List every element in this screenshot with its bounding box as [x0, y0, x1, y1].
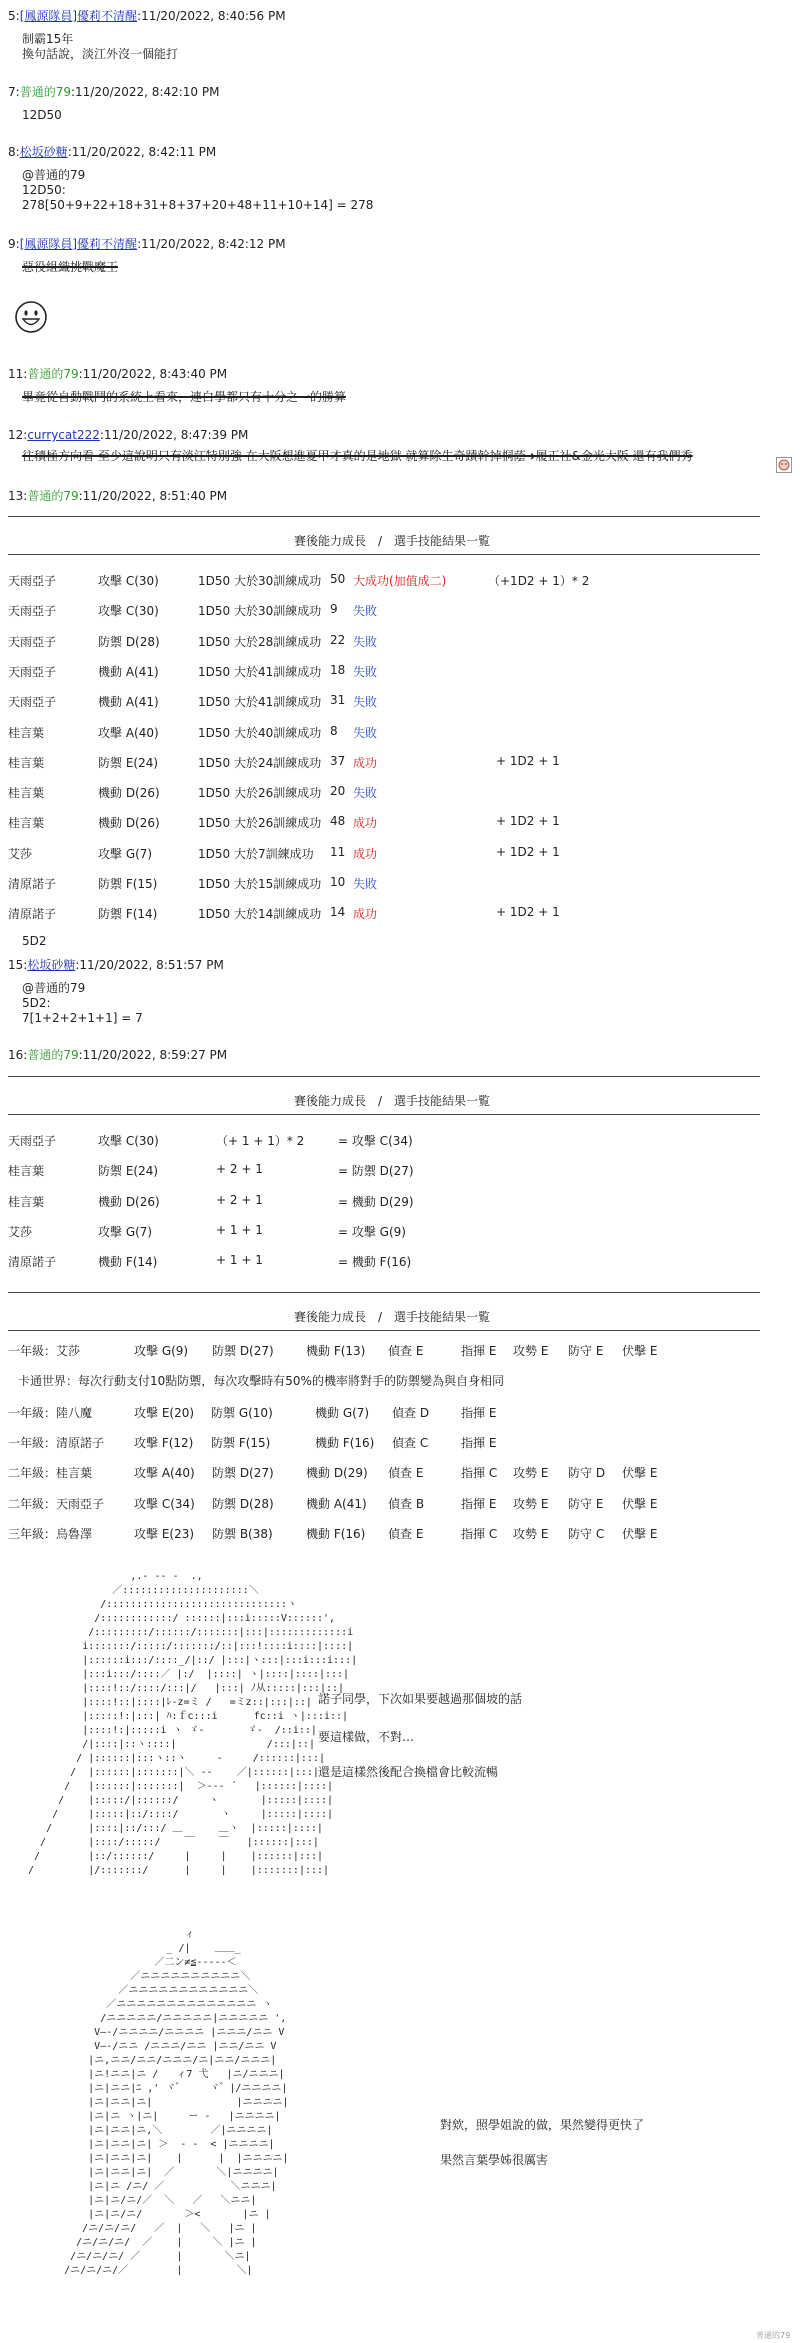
post-11: 11:普通的79:11/20/2022, 8:43:40 PM 畢竟從自動戰鬥的系統上看來，連白學都只有十分之一的勝算: [8, 366, 793, 405]
post-body: 12D50: [22, 108, 62, 122]
table-title: 賽後能力成長 / 選手技能結果一覧: [293, 1094, 491, 1108]
corner-label: 普通的79: [756, 2331, 791, 2340]
table-cell-guard: 防守 E: [568, 1344, 604, 1358]
table-cell-command: 指揮 E: [461, 1436, 497, 1450]
ascii-art-character-1: ,.- ‐‐ - ., ／:::::::::::::::::::::＼ /::::::::::::::::::::::::::::::ヽ /::::::::::::/ ::::::|:::i:::::V::::::', /:::::::::/::::::/:::::::|:::|:::::::::::::i i:::::::/:::::/:::::::/::|:::!::::i::::|::::| |::::::i:::/::::_/|::/ |:::|ヽ:::|:::i:::i:::| |:::i:::/::::／ |:/ |::::| ヽ|::::|::::|:::| |::::!::/::::/:::|/ |:::| ﾉ从:::::|:::|::| |::::!::|::::|ﾚ‐z=ミ / =ミz::|:::|::| |:::::!:|:::| ﾊ:ｆc:::i fc::i ヽ|:::i::| |::::!:|:::::i ヽ ゞ- ゞ- /::i::| /|::::|::ヽ::::| /:::|::| / |::::::|:::ヽ::ヽ ‐ /::::::|:::| / |::::::|:::::::|＼ ‐‐ ／|::::::|:::| / |::::::|:::::::| ＞--‐ ´ |::::::|::::| / |:::::/|::::::/ ヽ |:::::|::::| / |:::::|::/::::/ ヽ |:::::|::::| / |::::|::/:::/ ＿ ＿ヽ |:::::|::::| / |::::/:::::/ ￣ ￣ |::::::|:::| / |::/::::::/ | | |::::::|:::| / |/:::::::/ | | |:::::::|:::|: [28, 1571, 358, 1876]
post-13: 13:普通的79:11/20/2022, 8:51:40 PM: [8, 489, 228, 503]
table-cell-player: 二年級：桂言葉: [8, 1466, 93, 1480]
table-cell-defense: 防禦 F(15): [211, 1436, 271, 1450]
poster-name[interactable]: 松坂砂糖: [27, 958, 76, 972]
table-cell-stat: 防禦 F(15): [98, 877, 158, 891]
table-cell-command: 指揮 C: [461, 1466, 498, 1480]
post-16: 16:普通的79:11/20/2022, 8:59:27 PM: [8, 1048, 228, 1062]
table-cell-rule: 1D50 大於41訓練成功: [198, 664, 322, 679]
post-body: 畢竟從自動戰鬥的系統上看來，連白學都只有十分之一的勝算: [22, 390, 347, 404]
table-cell-attack: 攻擊 G(9): [134, 1344, 189, 1358]
dialog-line: 諾子同學，下次如果要越過那個坡的話: [318, 1692, 523, 1706]
table-cell-roll: 48: [330, 814, 346, 829]
table-cell-player: 天雨亞子: [8, 634, 57, 649]
table-cell-result: 大成功(加值成二): [353, 574, 447, 588]
table-cell-stat: 攻擊 C(30): [98, 574, 159, 588]
table-cell-stat: 防禦 E(24): [98, 1164, 159, 1179]
table-cell-stat: 機動 A(41): [98, 664, 159, 679]
dialog-line: 還是這樣然後配合換檔會比較流暢: [318, 1765, 499, 1779]
table-cell-result: 失敗: [353, 786, 378, 801]
poster-name[interactable]: 普通的79: [19, 85, 71, 99]
post-5: 5:[鳳源隊員]優莉不清醒:11/20/2022, 8:40:56 PM 制霸15年 換句話說，淡江外沒一個能打: [8, 8, 793, 62]
post-body: 惡役組織挑戰魔王: [22, 260, 119, 274]
table-cell-stat: 防禦 D(28): [98, 634, 160, 649]
table-cell-rule: 1D50 大於30訓練成功: [198, 604, 322, 619]
table-cell-mobility: 機動 G(7): [315, 1406, 370, 1420]
table-cell-guard: 防守 E: [568, 1497, 604, 1511]
table-cell-offense: 攻勢 E: [513, 1527, 549, 1541]
table-cell-command: 指揮 E: [461, 1497, 497, 1511]
table-cell-player: 桂言葉: [8, 816, 45, 831]
post-8: 8:松坂砂糖:11/20/2022, 8:42:11 PM @普通的79 12D50: 278[50+9+22+18+31+8+37+20+48+11+10+14] = 278: [8, 144, 793, 213]
table-cell-ambush: 伏擊 E: [622, 1466, 658, 1480]
table-cell-attack: 攻擊 C(34): [134, 1497, 195, 1511]
table-cell-command: 指揮 E: [461, 1344, 497, 1358]
poster-name[interactable]: 普通的79: [27, 367, 79, 381]
table-cell-rule: 1D50 大於26訓練成功: [198, 786, 322, 801]
table-cell-result: 成功: [353, 816, 378, 831]
table-note: 卡通世界：每次行動支付10點防禦，每次攻擊時有50%的機率將對手的防禦變為與自身相同: [18, 1374, 504, 1388]
post-body: @普通的79 12D50: 278[50+9+22+18+31+8+37+20+48+11+10+14] = 278: [22, 168, 374, 212]
table-cell-player: 一年級：清原諾子: [8, 1436, 105, 1450]
table-cell-new-value: = 機動 F(16): [338, 1255, 412, 1270]
table-cell-player: 桂言葉: [8, 755, 45, 770]
table-cell-scout: 偵查 E: [388, 1527, 424, 1541]
table-cell-stat: 攻擊 G(7): [98, 846, 153, 861]
table-cell-stat: 攻擊 G(7): [98, 1224, 153, 1239]
table-cell-player: 三年級：烏魯澤: [8, 1527, 93, 1541]
table-cell-player: 桂言葉: [8, 725, 45, 740]
table-cell-roll: 31: [330, 693, 346, 708]
table-cell-result: 失敗: [353, 664, 378, 679]
table-cell-mobility: 機動 A(41): [306, 1497, 367, 1511]
table-cell-bonus: + 2 + 1: [216, 1192, 263, 1207]
post-body: @普通的79 5D2: 7[1+2+2+1+1] = 7: [22, 981, 143, 1025]
table-cell-rule: 1D50 大於14訓練成功: [198, 907, 322, 922]
table-cell-result: 失敗: [353, 877, 378, 891]
table-cell-stat: 攻擊 C(30): [98, 1134, 159, 1148]
table-cell-player: 天雨亞子: [8, 664, 57, 679]
table-cell-roll: 10: [330, 875, 346, 889]
table-cell-guard: 防守 C: [568, 1527, 605, 1541]
table-cell-bonus: + 1 + 1: [216, 1222, 263, 1237]
table-cell-roll: 9: [330, 602, 338, 617]
post-7: 7:普通的79:11/20/2022, 8:42:10 PM 12D50: [8, 84, 793, 123]
post-15: 15:松坂砂糖:11/20/2022, 8:51:57 PM @普通的79 5D2: 7[1+2+2+1+1] = 7: [8, 957, 793, 1026]
poster-name[interactable]: [鳳源隊員]優莉不清醒: [19, 9, 138, 23]
table-cell-result: 失敗: [353, 695, 378, 710]
table-cell-rule: 1D50 大於28訓練成功: [198, 634, 322, 649]
table-cell-attack: 攻擊 A(40): [134, 1466, 195, 1480]
table-cell-defense: 防禦 G(10): [211, 1406, 273, 1420]
post-9: 9:[鳳源隊員]優莉不清醒:11/20/2022, 8:42:12 PM 惡役組織挑戰魔王: [8, 236, 793, 275]
table-cell-bonus: （+1D2 + 1）* 2: [488, 574, 590, 588]
table-cell-scout: 偵查 C: [392, 1436, 429, 1450]
table-cell-stat: 機動 F(14): [98, 1255, 158, 1270]
table-cell-result: 成功: [353, 755, 378, 770]
table-cell-scout: 偵查 E: [388, 1344, 424, 1358]
table-cell-player: 艾莎: [8, 846, 33, 861]
table-cell-offense: 攻勢 E: [513, 1466, 549, 1480]
table-cell-result: 成功: [353, 846, 378, 861]
table-cell-rule: 1D50 大於7訓練成功: [198, 846, 314, 861]
table-cell-player: 一年級：艾莎: [8, 1344, 81, 1358]
table-cell-result: 成功: [353, 907, 378, 922]
table-cell-ambush: 伏擊 E: [622, 1527, 658, 1541]
table-cell-player: 清原諾子: [8, 907, 57, 922]
table-cell-rule: 1D50 大於26訓練成功: [198, 816, 322, 831]
table-cell-offense: 攻勢 E: [513, 1497, 549, 1511]
table-cell-bonus: + 1D2 + 1: [496, 844, 560, 859]
table-cell-player: 清原諾子: [8, 877, 57, 891]
table-cell-roll: 20: [330, 784, 346, 799]
table-cell-result: 失敗: [353, 725, 378, 740]
table-cell-mobility: 機動 F(16): [306, 1527, 366, 1541]
table-cell-ambush: 伏擊 E: [622, 1344, 658, 1358]
table-cell-stat: 機動 D(26): [98, 1194, 160, 1209]
table-cell-roll: 8: [330, 723, 338, 738]
table-cell-bonus: + 1D2 + 1: [496, 753, 560, 768]
table-cell-defense: 防禦 B(38): [212, 1527, 273, 1541]
table-cell-player: 天雨亞子: [8, 695, 57, 710]
table-cell-bonus: + 1 + 1: [216, 1253, 263, 1268]
poster-name[interactable]: 普通的79: [27, 489, 79, 503]
table-cell-offense: 攻勢 E: [513, 1344, 549, 1358]
poster-name[interactable]: 普通的79: [27, 1048, 79, 1062]
table-cell-player: 天雨亞子: [8, 1134, 57, 1148]
table-cell-stat: 機動 D(26): [98, 816, 160, 831]
table-cell-mobility: 機動 F(13): [306, 1344, 366, 1358]
table-cell-result: 失敗: [353, 604, 378, 619]
table-cell-roll: 50: [330, 572, 346, 586]
table-cell-command: 指揮 E: [461, 1406, 497, 1420]
player-stats-table: [8, 1290, 768, 1540]
table-cell-bonus: + 2 + 1: [216, 1162, 263, 1177]
table-cell-attack: 攻擊 F(12): [134, 1436, 194, 1450]
table-cell-new-value: = 攻擊 G(9): [338, 1224, 406, 1239]
table-cell-bonus: + 1D2 + 1: [496, 905, 560, 920]
table-cell-player: 二年級：天雨亞子: [8, 1497, 105, 1511]
table-cell-player: 艾莎: [8, 1224, 33, 1239]
table-footer: 5D2: [22, 934, 47, 948]
post-12: 12:currycat222:11/20/2022, 8:47:39 PM 往積極方向看 至少這說明只有淡江特別強 在大阪想進夏甲才真的是地獄 就算除生奇蹟幹掉桐蔭➜履正社&金光大阪 還有我們秀: [8, 427, 793, 464]
table-cell-roll: 14: [330, 905, 346, 920]
table-cell-new-value: = 攻擊 C(34): [338, 1134, 413, 1148]
table-cell-defense: 防禦 D(27): [212, 1344, 274, 1358]
table-cell-bonus: （+ 1 + 1）* 2: [216, 1134, 305, 1148]
table-cell-player: 清原諾子: [8, 1255, 57, 1270]
table-cell-attack: 攻擊 E(23): [134, 1527, 195, 1541]
poster-name[interactable]: currycat222: [27, 428, 100, 442]
table-cell-mobility: 機動 D(29): [306, 1466, 368, 1480]
table-cell-roll: 37: [330, 753, 346, 768]
dialog-line: 對欸，照學姐說的做，果然變得更快了: [440, 2118, 645, 2132]
dialog-line: 果然言葉學姊很厲害: [440, 2153, 549, 2167]
growth-summary-table: [8, 1074, 768, 1274]
table-cell-rule: 1D50 大於24訓練成功: [198, 755, 322, 770]
table-cell-player: 桂言葉: [8, 786, 45, 801]
table-cell-attack: 攻擊 E(20): [134, 1406, 195, 1420]
table-cell-defense: 防禦 D(28): [212, 1497, 274, 1511]
table-cell-new-value: = 機動 D(29): [338, 1194, 414, 1209]
table-cell-player: 一年級：陸八魔: [8, 1406, 93, 1420]
table-cell-player: 桂言葉: [8, 1194, 45, 1209]
table-cell-stat: 攻擊 C(30): [98, 604, 159, 619]
table-cell-player: 天雨亞子: [8, 604, 57, 619]
dialog-line: 要這樣做，不對…: [318, 1730, 415, 1744]
table-cell-defense: 防禦 D(27): [212, 1466, 274, 1480]
table-cell-roll: 11: [330, 844, 346, 859]
table-cell-result: 失敗: [353, 634, 378, 649]
ascii-art-character-2: ィ _ /| ＿＿_ ／二ン≠≦‐‐‐‐‐＜ ／ニニニニニニニニニニ＼ ／ニニニニニニニニニニニニ＼ ／ニニニニニニニニニニニニニニ ヽ /ニニニニニ/ニニニニニ|ニニニニニ ', V―‐/ニニニニ/ニニニニ |ニニニ/ニニ V V―‐/ニニ /ニニニ/ニニ |ニニ/ニニ V |ニ,ニニ/ニニ/ニニニ/ニ|ニニ/ニニニ| |ニ!ニニ|ニ / ィ7 弋 |ニ/ニニニ| |ニ|ニニ|ﾆ ,' ヾ゛ ヾ゛|/ニニニニ| |ニ|ニニ|ニ| |ニニニニ| |ニ|ニ ヽ|ニ| ー ‐ |ニニニニ| |ニ|ニニ|ニ,＼ ／|ニニニニ| |ニ|ニニ|ニ| ＞ ‐ ‐ < |ニニニニ| |ニ|ニニ|ニ| | | |ニニニニ| |ニ|ニニ|ニ| ／ ＼|ニニニニ| |ニ|ニ /ニ/ ／ ＼ニニニ| |ニ|ニ/ニ/／ ＼ ／ ＼ニニ| |ニ|ニ/ニ/ ＞< |ニ | /ニ/ニ/ニ/ ／ | ＼ |ニ | /ニ/ニ/ニ/ ／ | ＼ |ニ | /ニ/ニ/ニ/ ／ | ＼ニ| /ニ/ニ/ニ/／ | ＼|: [64, 1929, 289, 2276]
table-title: 賽後能力成長 / 選手技能結果一覧: [293, 1310, 491, 1324]
smiley-face-icon: [14, 300, 48, 334]
table-cell-stat: 機動 A(41): [98, 695, 159, 710]
table-cell-stat: 防禦 F(14): [98, 907, 158, 922]
table-cell-stat: 攻擊 A(40): [98, 725, 159, 740]
table-cell-player: 天雨亞子: [8, 574, 57, 588]
table-cell-ambush: 伏擊 E: [622, 1497, 658, 1511]
table-cell-guard: 防守 D: [568, 1466, 606, 1480]
table-title: 賽後能力成長 / 選手技能結果一覧: [293, 534, 491, 548]
table-cell-bonus: + 1D2 + 1: [496, 814, 560, 829]
table-cell-player: 桂言葉: [8, 1164, 45, 1179]
table-cell-scout: 偵查 E: [388, 1466, 424, 1480]
poster-name[interactable]: 松坂砂糖: [19, 145, 68, 159]
table-cell-command: 指揮 C: [461, 1527, 498, 1541]
table-cell-rule: 1D50 大於15訓練成功: [198, 877, 322, 891]
post-body: 制霸15年 換句話說，淡江外沒一個能打: [22, 32, 179, 61]
table-cell-rule: 1D50 大於40訓練成功: [198, 725, 322, 740]
table-cell-stat: 防禦 E(24): [98, 755, 159, 770]
table-cell-roll: 22: [330, 632, 346, 647]
poster-name[interactable]: [鳳源隊員]優莉不清醒: [19, 237, 138, 251]
table-cell-mobility: 機動 F(16): [315, 1436, 375, 1450]
table-cell-stat: 機動 D(26): [98, 786, 160, 801]
table-cell-rule: 1D50 大於41訓練成功: [198, 695, 322, 710]
post-body: 往積極方向看 至少這說明只有淡江特別強 在大阪想進夏甲才真的是地獄 就算除生奇蹟幹掉桐蔭➜履正社&金光大阪 還有我們秀: [22, 449, 693, 463]
table-cell-rule: 1D50 大於30訓練成功: [198, 574, 322, 588]
table-cell-scout: 偵查 B: [388, 1497, 425, 1511]
emoji-thumbnail-icon: [776, 457, 792, 473]
table-cell-new-value: = 防禦 D(27): [338, 1164, 414, 1179]
table-cell-scout: 偵查 D: [392, 1406, 430, 1420]
training-results-table: [8, 514, 768, 948]
table-cell-roll: 18: [330, 662, 346, 677]
